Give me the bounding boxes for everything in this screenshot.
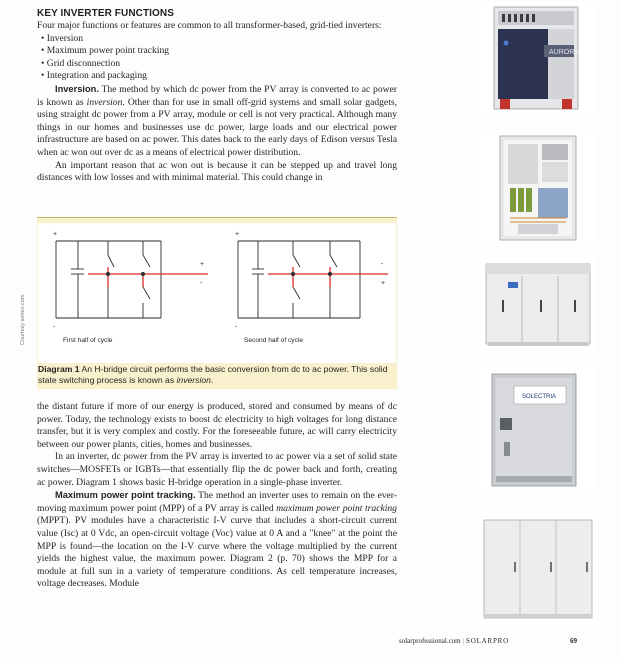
inversion-term: inversion — [86, 96, 123, 108]
page-number: 69 — [570, 637, 577, 645]
right-output-plus: + — [381, 280, 386, 287]
left-output-plus: + — [200, 261, 205, 268]
functions-list — [37, 33, 397, 83]
right-minus-label: - — [235, 324, 238, 331]
mppt-paragraph — [37, 489, 397, 591]
inversion-runin-heading: Inversion. — [55, 83, 99, 94]
aurora-logo-text: AURORA — [549, 49, 579, 56]
ac-reason-paragraph: An important reason that ac won out is because it can be stepped up and travel long distances with low losses and with minimal material. This could change in — [37, 159, 397, 184]
caption-text-b: . — [210, 375, 214, 385]
mppt-term: maximum power point tracking — [276, 502, 397, 514]
section-title: KEY INVERTER FUNCTIONS — [37, 8, 175, 19]
footer-brand: SOLARPRO — [466, 637, 509, 645]
text-column-top — [37, 8, 397, 185]
footer-site: solarprofessional.com — [399, 637, 461, 645]
function-item: • Maximum power point tracking — [41, 45, 397, 58]
inversion-paragraph — [37, 83, 397, 160]
caption-term: inversion — [176, 375, 211, 385]
mppt-text-a: The method an inverter uses to remain on the ever-moving maximum power point (MPP) of a PV array is called — [37, 490, 397, 514]
caption-text-a: An H-bridge circuit performs the basic conversion from dc to ac power. This solid state switching process is known as — [38, 364, 388, 385]
page-footer — [399, 637, 509, 645]
inverter-photo-white-cabinet — [478, 256, 596, 352]
second-half-label: Second half of cycle — [244, 337, 304, 344]
right-output-minus: - — [381, 261, 384, 268]
inverter-photo-solectria — [478, 368, 596, 490]
inverter-photo-aurora — [478, 3, 596, 113]
left-plus-label: + — [53, 231, 58, 238]
footer-separator: | — [462, 637, 465, 645]
courtesy-credit: Courtesy solren.com — [20, 294, 26, 345]
function-item: • Grid disconnection — [41, 58, 397, 71]
text-column-bottom — [37, 401, 397, 591]
caption-label: Diagram 1 — [38, 364, 80, 374]
mppt-text-b: (MPPT). PV modules have a characteristic I-V curve that includes a short-circuit current value (Isc) at 0 Vdc, an open-circuit voltage (Voc) value at 0 A and a "knee" at the point the MPP is found—the location on the I-V curve where the voltage multiplied by the current yields the highest value, the maximum power. Diagram 2 (p. 70) shows the MPP for a module at full sun in a variety of temperature conditions. As cell temperature increases, voltage decreases. Module — [37, 515, 397, 590]
diagram-1-caption — [37, 364, 395, 386]
h-bridge-diagram — [38, 223, 396, 363]
function-item: • Inversion — [41, 33, 397, 46]
inverter-photo-large-white — [478, 512, 596, 626]
first-half-label: First half of cycle — [63, 337, 113, 344]
inverter-paragraph: In an inverter, dc power from the PV array is inverted to ac power via a set of solid state switches—MOSFETs or IGBTs—that essentially flip the dc power back and forth, creating ac power. Diagram 1 shows basic H-bridge operation in a single-phase inverter. — [37, 451, 397, 488]
left-minus-label: - — [53, 324, 56, 331]
right-plus-label: + — [235, 231, 240, 238]
diagram-1-panel — [37, 217, 397, 389]
future-paragraph: the distant future if more of our energy is produced, stored and consumed by means of dc power. Today, the technology exists to boost dc electricity to high voltages for long distance transfer, but it is very complex and costly. For the foreseeable future, ac will carry electricity between our power plants, cities, homes and businesses. — [37, 401, 397, 450]
inverter-photo-open-cabinet — [478, 130, 596, 246]
inversion-text-b: . Other than for use in small off-grid systems and small solar gadgets, using straight dc power from a PV array, module or cell is not very practical. Although many things in our homes and businesses use dc power, large loads and our electrical power infrastructure are based on ac power. This dates back to the early days of Edison versus Tesla when ac won out over dc as a means of electrical power distribution. — [37, 96, 397, 158]
inversion-text-a: The method by which dc power from the PV array is converted to ac power is known as — [37, 83, 397, 108]
solectria-logo-text: SOLECTRIA — [522, 394, 557, 400]
left-output-minus: - — [200, 280, 203, 287]
function-item: • Integration and packaging — [41, 70, 397, 83]
mppt-runin-heading: Maximum power point tracking. — [55, 490, 196, 501]
intro-paragraph: Four major functions or features are common to all transformer-based, grid-tied inverters: — [37, 20, 382, 31]
